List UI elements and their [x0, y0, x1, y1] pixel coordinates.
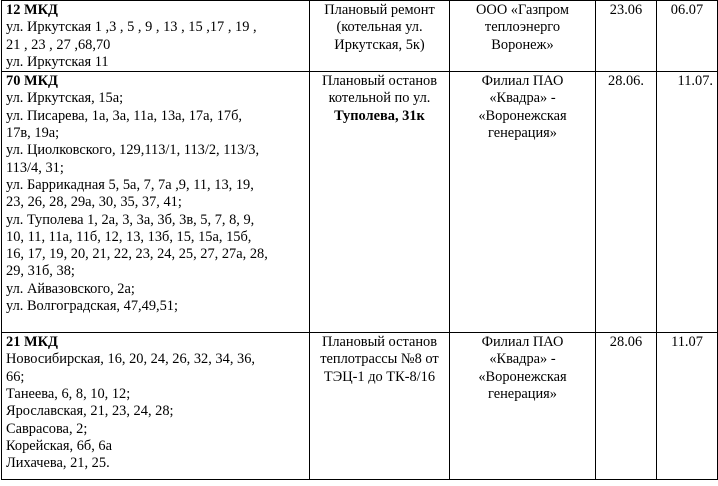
building-count: 70 МКД: [6, 73, 58, 90]
address-line: 17в, 19а;: [6, 125, 60, 142]
reason-cell: Плановый ремонт (котельная ул. Иркутская, 5к): [310, 1, 450, 72]
organization-cell: Филиал ПАО «Квадра» - «Воронежская генерация»: [450, 72, 596, 333]
address-line: ул. Иркутская 1 ,3 , 5 , 9 , 13 , 15 ,17 , 19 ,: [6, 19, 257, 36]
start-date-cell: 28.06.: [596, 72, 657, 333]
reason-cell: Плановый останов теплотрассы №8 от ТЭЦ-1 до ТК-8/16: [310, 333, 450, 480]
end-date-cell: 11.07.: [657, 72, 718, 333]
addresses-cell: [2, 1, 310, 72]
address-line: 113/4, 31;: [6, 159, 64, 176]
reason-boiler-address: Туполева, 31к: [334, 107, 425, 124]
table-row: [2, 72, 718, 333]
address-line: ул. Циолковского, 129,113/1, 113/2, 113/3,: [6, 142, 260, 159]
address-line: ул. Писарева, 1а, 3а, 11а, 13а, 17а, 17б,: [6, 107, 243, 124]
building-count: 21 МКД: [6, 334, 58, 351]
address-line: Танеева, 6, 8, 10, 12;: [6, 386, 131, 403]
address-line: Новосибирская, 16, 20, 24, 26, 32, 34, 36,: [6, 351, 256, 368]
address-line: Саврасова, 2;: [6, 420, 88, 437]
addresses-cell: [2, 72, 310, 333]
organization-cell: Филиал ПАО «Квадра» - «Воронежская генерация»: [450, 333, 596, 480]
address-line: ул. Волгоградская, 47,49,51;: [6, 298, 178, 315]
address-line: 16, 17, 19, 20, 21, 22, 23, 24, 25, 27, 27а, 28,: [6, 246, 268, 263]
organization-cell: ООО «Газпром теплоэнерго Воронеж»: [450, 1, 596, 72]
address-line: Ярославская, 21, 23, 24, 28;: [6, 403, 174, 420]
start-date-cell: 28.06: [596, 333, 657, 480]
end-date-cell: 06.07: [657, 1, 718, 72]
reason-text: Плановый останов котельной по ул.: [321, 73, 438, 107]
building-count: 12 МКД: [6, 2, 58, 18]
reason-cell: [310, 72, 450, 333]
address-line: Корейская, 6б, 6а: [6, 437, 113, 454]
outage-table: [1, 0, 718, 480]
address-line: ул. Иркутская, 15а;: [6, 90, 124, 107]
address-line: 66;: [6, 368, 25, 385]
addresses-cell: [2, 333, 310, 480]
table-row: [2, 333, 718, 480]
address-line: ул. Иркутская 11: [6, 53, 109, 70]
table-row: [2, 1, 718, 72]
address-line: ул. Туполева 1, 2а, 3, 3а, 3б, 3в, 5, 7, 8, 9,: [6, 211, 255, 228]
start-date-cell: 23.06: [596, 1, 657, 72]
address-line: 23, 26, 28, 29а, 30, 35, 37, 41;: [6, 194, 182, 211]
address-line: 10, 11, 11а, 11б, 12, 13, 13б, 15, 15а, 15б,: [6, 228, 252, 245]
address-line: ул. Айвазовского, 2а;: [6, 280, 135, 297]
address-line: ул. Баррикадная 5, 5а, 7, 7а ,9, 11, 13, 19,: [6, 176, 254, 193]
address-line: Лихачева, 21, 25.: [6, 455, 110, 472]
address-line: 29, 31б, 38;: [6, 263, 75, 280]
end-date-cell: 11.07: [657, 333, 718, 480]
address-line: 21 , 23 , 27 ,68,70: [6, 36, 111, 53]
